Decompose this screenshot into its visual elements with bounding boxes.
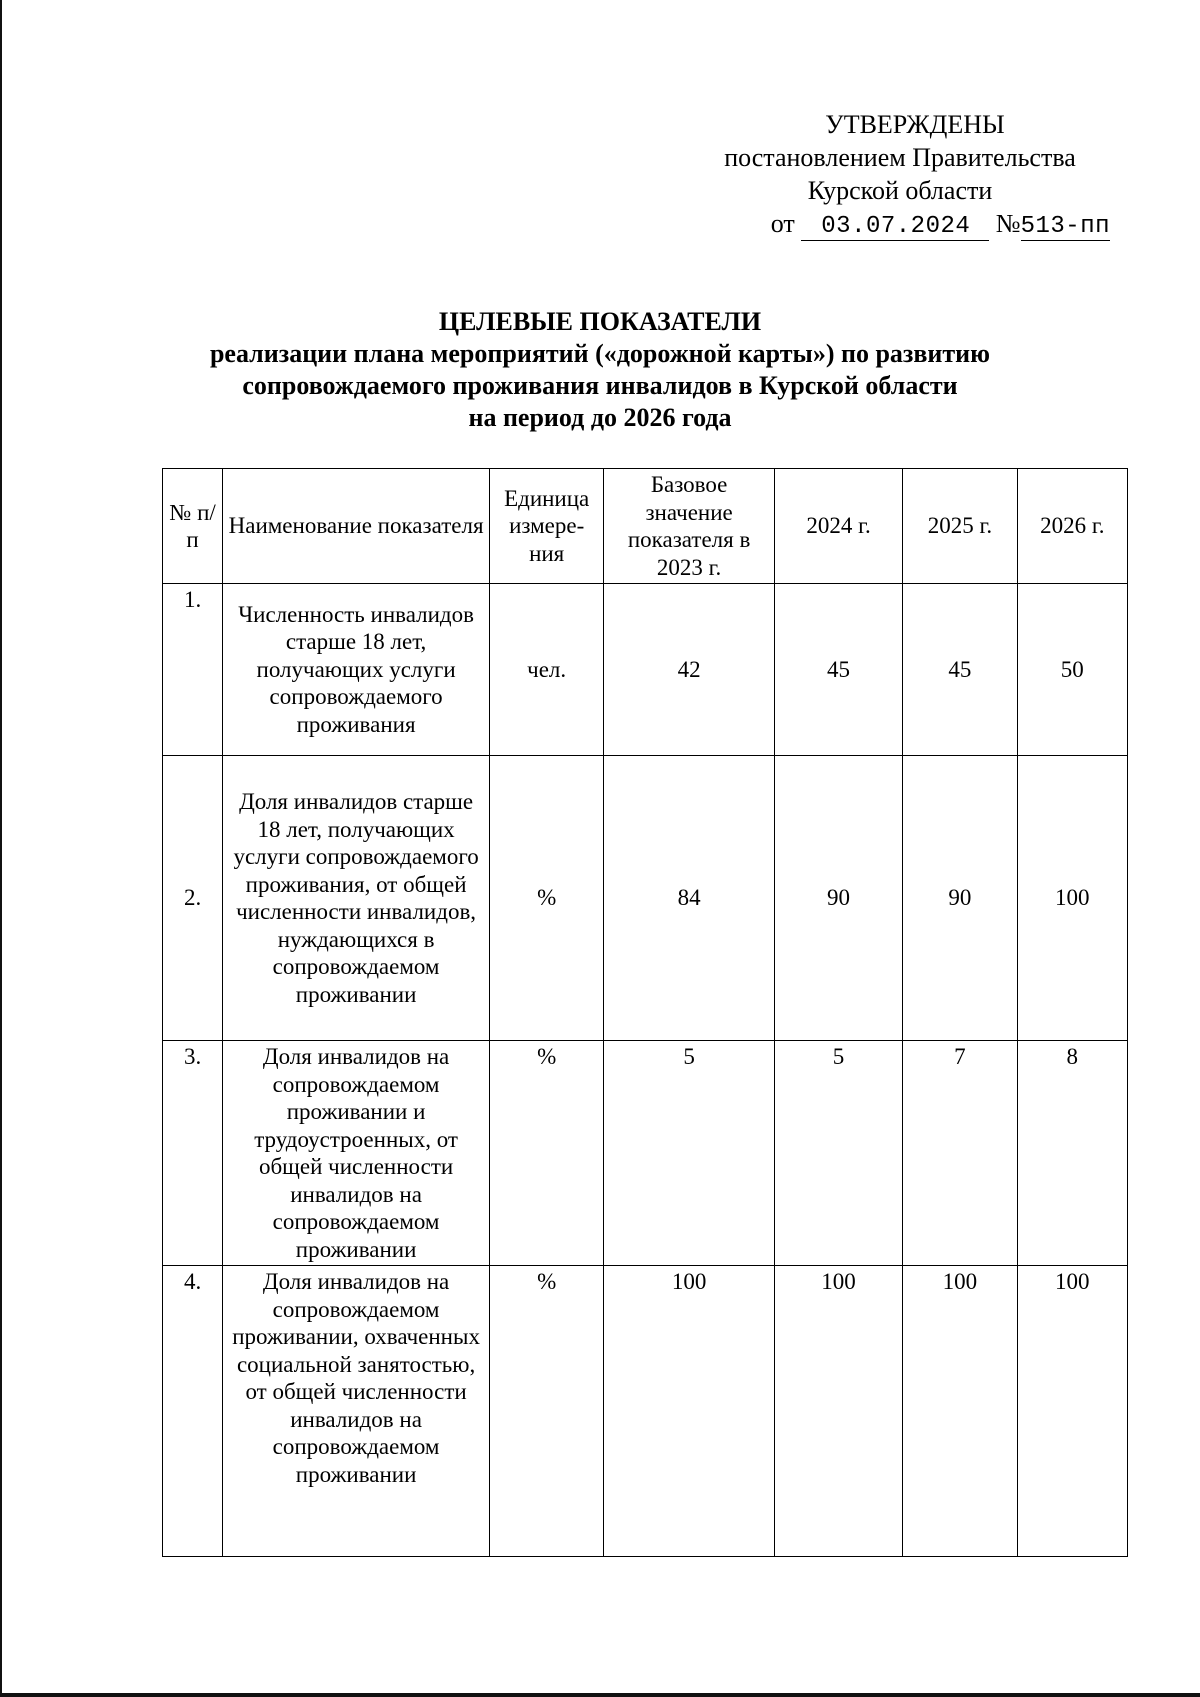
row-num: 2. — [163, 756, 223, 1041]
indicators-table — [162, 468, 1128, 1557]
document-subtitle-line1: реализации плана мероприятий («дорожной карты») по развитию — [209, 339, 991, 368]
approval-title: УТВЕРЖДЕНЫ — [825, 110, 1005, 139]
row-2026: 8 — [1017, 1041, 1127, 1266]
row-base: 5 — [604, 1041, 775, 1266]
row-num: 4. — [163, 1266, 223, 1557]
document-subtitle-line2: сопровождаемого проживания инвалидов в Курской области — [242, 371, 958, 400]
number-prefix: № — [995, 209, 1021, 238]
row-name: Доля инвалидов старше 18 лет, получающих услуги сопровождаемого проживания, от общей численности инвалидов, нуждающихся в сопровождаемом проживании — [223, 756, 490, 1041]
approval-stamp-block — [690, 108, 1110, 241]
row-2024: 90 — [774, 756, 902, 1041]
table-row — [163, 756, 1128, 1041]
row-num: 1. — [163, 584, 223, 756]
row-2025: 7 — [903, 1041, 1017, 1266]
scan-border-left — [0, 0, 2, 1697]
document-heading — [120, 306, 1080, 434]
row-unit: % — [490, 1266, 604, 1557]
row-unit: % — [490, 1041, 604, 1266]
row-base: 42 — [604, 584, 775, 756]
date-prefix: от — [770, 209, 795, 238]
row-unit: % — [490, 756, 604, 1041]
approval-date-number — [690, 207, 1110, 241]
approval-date: 03.07.2024 — [801, 214, 989, 241]
row-name: Доля инвалидов на сопровождаемом проживании, охваченных социальной занятостью, от общей численности инвалидов на сопровождаемом проживании — [223, 1266, 490, 1557]
row-2025: 100 — [903, 1266, 1017, 1557]
table-row — [163, 584, 1128, 756]
row-2026: 50 — [1017, 584, 1127, 756]
row-name: Численность инвалидов старше 18 лет, получающих услуги сопровождаемого проживания — [223, 584, 490, 756]
header-name: Наименование показателя — [223, 469, 490, 584]
row-2024: 100 — [774, 1266, 902, 1557]
table-row — [163, 1266, 1128, 1557]
approval-number: 513-пп — [1020, 213, 1110, 240]
row-2024: 45 — [774, 584, 902, 756]
header-base: Базовое значение показателя в 2023 г. — [604, 469, 775, 584]
header-2026: 2026 г. — [1017, 469, 1127, 584]
row-unit: чел. — [490, 584, 604, 756]
document-title: ЦЕЛЕВЫЕ ПОКАЗАТЕЛИ — [438, 307, 762, 336]
scan-border-bottom — [0, 1693, 1200, 1697]
table-header-row — [163, 469, 1128, 584]
approval-authority: постановлением Правительства — [724, 143, 1076, 172]
row-2026: 100 — [1017, 1266, 1127, 1557]
row-2024: 5 — [774, 1041, 902, 1266]
header-num: № п/п — [163, 469, 223, 584]
row-base: 100 — [604, 1266, 775, 1557]
document-subtitle-line3: на период до 2026 года — [468, 403, 732, 432]
row-base: 84 — [604, 756, 775, 1041]
row-2026: 100 — [1017, 756, 1127, 1041]
row-2025: 90 — [903, 756, 1017, 1041]
header-2025: 2025 г. — [903, 469, 1017, 584]
row-2025: 45 — [903, 584, 1017, 756]
approval-region: Курской области — [807, 176, 993, 205]
row-num: 3. — [163, 1041, 223, 1266]
header-2024: 2024 г. — [774, 469, 902, 584]
row-name: Доля инвалидов на сопровождаемом проживании и трудоустроенных, от общей численности инвалидов на сопровождаемом проживании — [223, 1041, 490, 1266]
header-unit: Единица измере-ния — [490, 469, 604, 584]
table-row — [163, 1041, 1128, 1266]
